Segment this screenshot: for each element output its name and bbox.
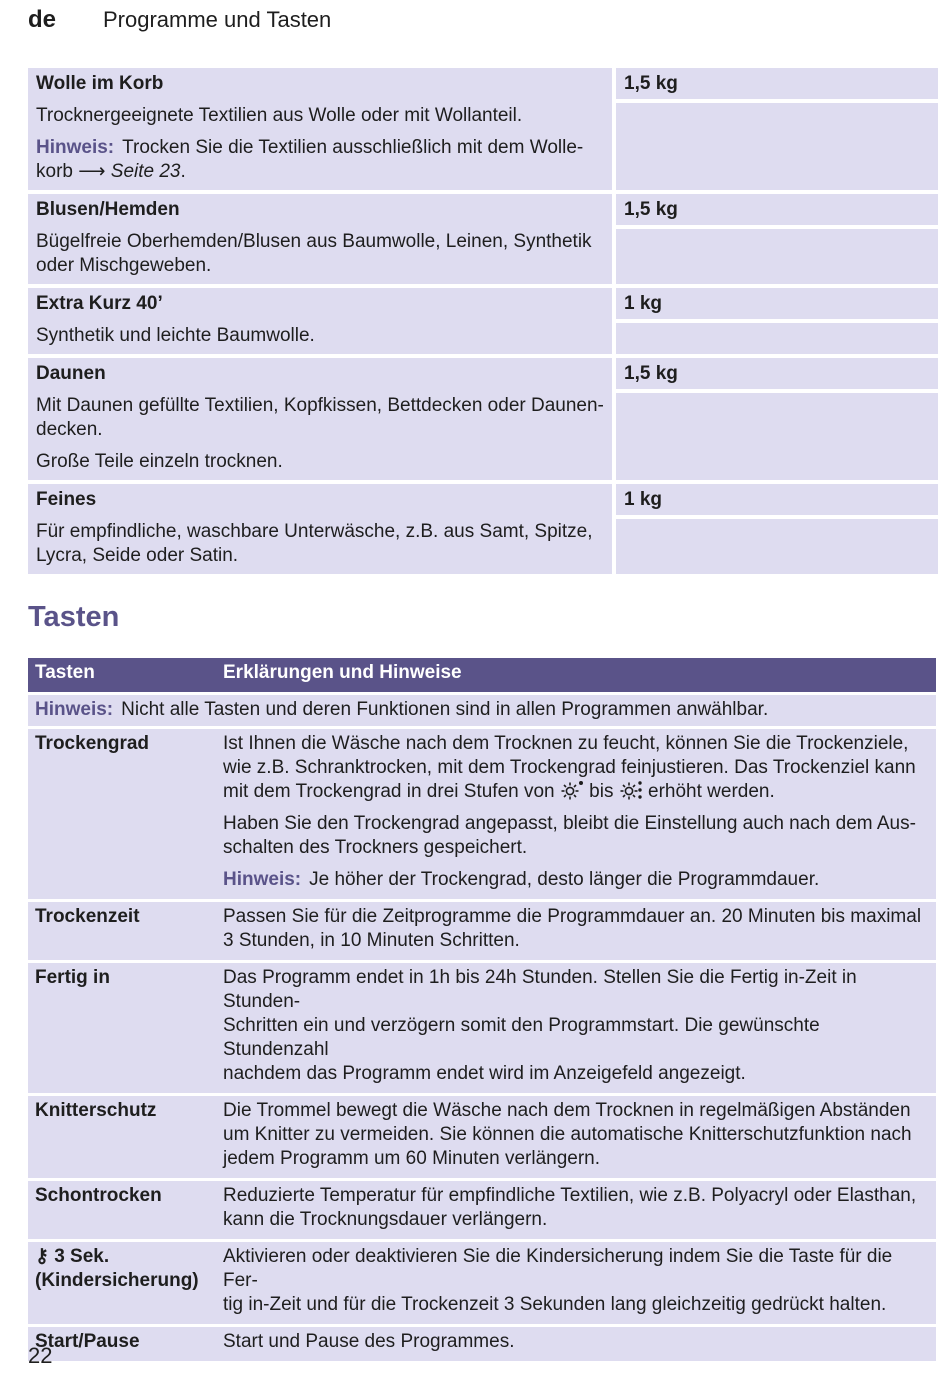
program-description: Bügelfreie Oberhemden/Blusen aus Baumwolle, Leinen, Synthetik oder Mischgeweben. xyxy=(36,231,592,276)
key-description: Aktivieren oder deaktivieren Sie die Kindersicherung indem Sie die Taste für die Fer- tig in-Zeit und für die Trockenzeit 3 Sekunden lang gleichzeitig gedrückt halten. xyxy=(223,1246,893,1315)
program-cell xyxy=(28,288,612,354)
program-name: Daunen xyxy=(36,363,106,384)
key-name: Trockenzeit xyxy=(35,906,140,927)
table-row xyxy=(28,1096,936,1178)
program-hint: Hinweis: Trocken Sie die Textilien ausschließlich mit dem Wolle- korb ⟶ Seite 23. xyxy=(36,137,584,182)
hint-label: Hinweis: xyxy=(36,137,115,158)
table-note: Hinweis: Nicht alle Tasten und deren Funktionen sind in allen Programmen anwählbar. xyxy=(28,695,936,726)
program-row xyxy=(28,68,938,190)
program-description: Synthetik und leichte Baumwolle. xyxy=(36,325,315,346)
program-cell xyxy=(28,194,612,284)
key-description: Das Programm endet in 1h bis 24h Stunden. Stellen Sie die Fertig in-Zeit in Stunden- Schritten ein und verzögern somit den Programmstart. Die gewünschte Stundenzahl nachdem das Programm endet wird im Anzeigefeld angezeigt. xyxy=(223,967,857,1084)
table-row xyxy=(28,729,936,899)
program-weight: 1 kg xyxy=(616,288,938,319)
page-reference-link[interactable]: Seite 23 xyxy=(110,161,181,182)
program-row xyxy=(28,484,938,574)
program-name: Feines xyxy=(36,489,97,510)
key-name: ⚷ 3 Sek. (Kindersicherung) xyxy=(35,1246,199,1291)
table-row xyxy=(28,1327,936,1361)
key-name: Start/Pause xyxy=(35,1331,140,1352)
program-cell xyxy=(28,358,612,480)
program-cell xyxy=(28,68,612,190)
language-code: de xyxy=(28,6,57,33)
program-description: Trocknergeeignete Textilien aus Wolle oder mit Wollanteil. xyxy=(36,105,523,126)
key-description: Reduzierte Temperatur für empfindliche Textilien, wie z.B. Polyacryl oder Elasthan, kann die Trocknungsdauer verlängern. xyxy=(223,1185,917,1230)
page-number: 22 xyxy=(28,1343,53,1368)
keys-table xyxy=(28,658,936,1364)
sun-one-dot-icon xyxy=(560,780,584,800)
key-description: Start und Pause des Programmes. xyxy=(223,1331,515,1352)
program-row xyxy=(28,194,938,284)
sun-three-dots-icon xyxy=(619,780,643,800)
table-row xyxy=(28,1242,936,1324)
key-name: Trockengrad xyxy=(35,733,150,754)
key-description: Ist Ihnen die Wäsche nach dem Trocknen zu feucht, können Sie die Trockenziele, wie z.B. Schranktrocken, mit dem Trockengrad feinjustieren. Das Trockenziel kann mit dem Trockengrad in drei Stufen von bis erhöht werden. Haben Sie den Trockengrad angepasst, bleibt die Einstellung auch nach dem Aus- schalten des Trockners gespeichert. Hinweis: Je höher der Trockengrad, desto länger die Programmdauer. xyxy=(223,733,916,890)
table-row xyxy=(28,963,936,1093)
table-row xyxy=(28,902,936,960)
column-header-keys: Tasten xyxy=(35,662,95,683)
program-name: Blusen/Hemden xyxy=(36,199,180,220)
program-description: Mit Daunen gefüllte Textilien, Kopfkissen, Bettdecken oder Daunen- decken. xyxy=(36,395,604,440)
key-name: Fertig in xyxy=(35,967,110,988)
program-name: Wolle im Korb xyxy=(36,73,164,94)
programs-table xyxy=(28,68,938,578)
page-title: Programme und Tasten xyxy=(103,7,332,32)
program-weight: 1,5 kg xyxy=(616,358,938,389)
key-name: Schontrocken xyxy=(35,1185,162,1206)
program-description: Große Teile einzeln trocknen. xyxy=(36,451,283,472)
table-header xyxy=(28,658,936,692)
program-description: Für empfindliche, waschbare Unterwäsche, z.B. aus Samt, Spitze, Lycra, Seide oder Satin. xyxy=(36,521,593,566)
section-heading: Tasten xyxy=(28,601,120,633)
key-description: Die Trommel bewegt die Wäsche nach dem Trocknen in regelmäßigen Abständen um Knitter zu vermeiden. Sie können die automatische Knitterschutzfunktion nach jedem Programm um 60 Minuten verlängern. xyxy=(223,1100,912,1169)
program-cell xyxy=(28,484,612,574)
hint-label: Hinweis: xyxy=(35,699,114,720)
program-row xyxy=(28,288,938,354)
program-weight: 1,5 kg xyxy=(616,68,938,99)
table-row xyxy=(28,1181,936,1239)
column-header-explanations: Erklärungen und Hinweise xyxy=(223,662,462,683)
hint-label: Hinweis: xyxy=(223,869,302,890)
program-name: Extra Kurz 40’ xyxy=(36,293,163,314)
key-description: Passen Sie für die Zeitprogramme die Programmdauer an. 20 Minuten bis maximal 3 Stunden, in 10 Minuten Schritten. xyxy=(223,906,922,951)
program-row xyxy=(28,358,938,480)
program-weight: 1 kg xyxy=(616,484,938,515)
program-weight: 1,5 kg xyxy=(616,194,938,225)
key-name: Knitterschutz xyxy=(35,1100,157,1121)
